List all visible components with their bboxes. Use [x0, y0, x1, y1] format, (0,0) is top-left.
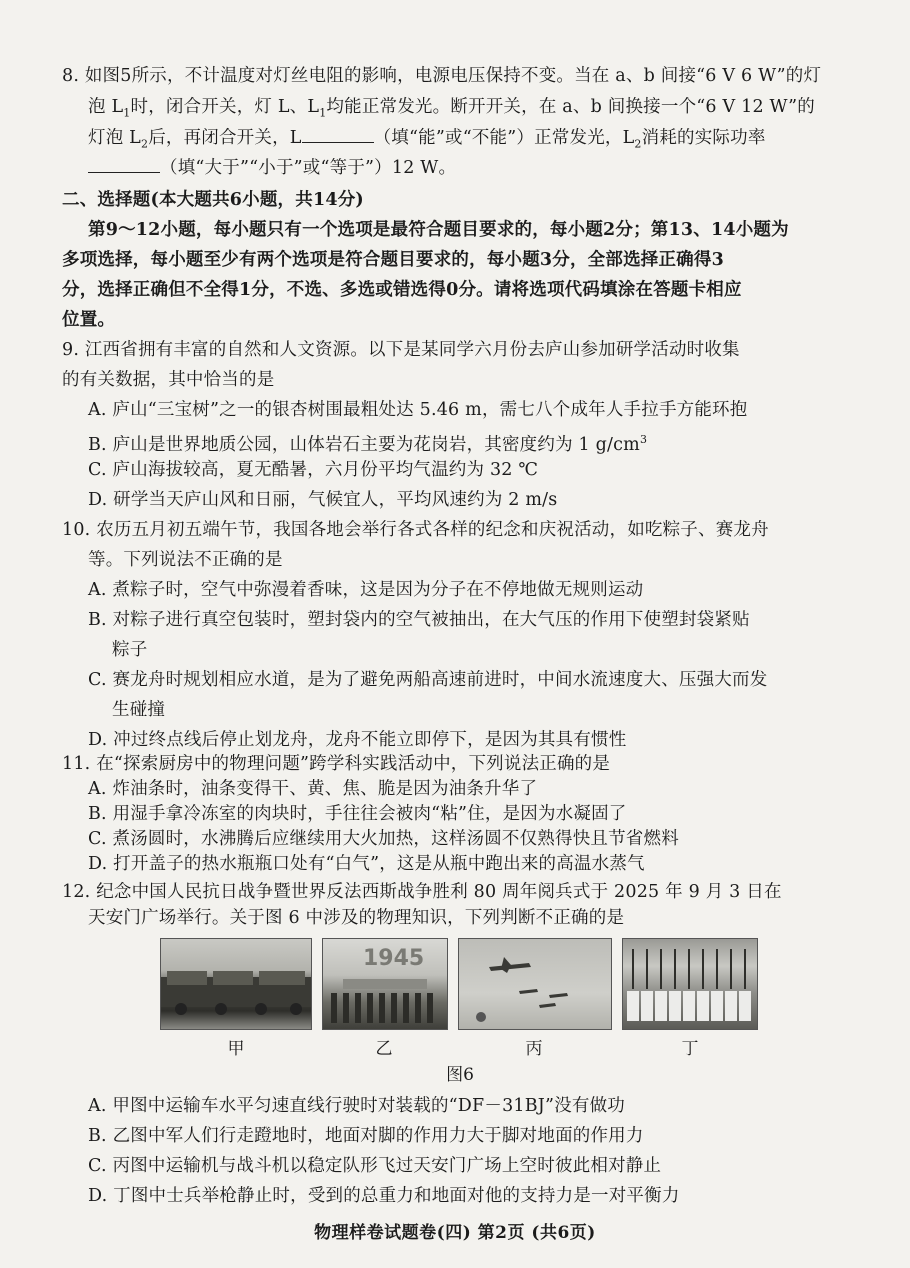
q10-option-a[interactable]: A. 煮粽子时，空气中弥漫着香味，这是因为分子在不停地做无规则运动 [88, 580, 644, 600]
soldiers-image [323, 939, 447, 1029]
q10-option-d[interactable]: D. 冲过终点线后停止划龙舟，龙舟不能立即停下，是因为其具有惯性 [88, 730, 627, 750]
q9-option-b[interactable] [88, 428, 647, 457]
q8-text: （填“大于”“小于”或“等于”）12 W。 [160, 158, 457, 178]
subscript: 1 [123, 106, 131, 120]
q10-stem: 10. 农历五月初五端午节，我国各地会举行各式各样的纪念和庆祝活动，如吃粽子、赛龙舟 [62, 520, 769, 540]
section-title: 二、选择题(本大题共6小题，共14分) [62, 190, 364, 210]
q9-option-a[interactable]: A. 庐山“三宝树”之一的银杏树围最粗处达 5.46 m，需七八个成年人手拉手方能环抱 [88, 400, 748, 420]
section-instruction: 位置。 [62, 310, 116, 330]
q10-option-c[interactable]: C. 赛龙舟时规划相应水道，是为了避免两船高速前进时，中间水流速度大、压强大而发 [88, 670, 768, 690]
answer-blank[interactable] [88, 156, 160, 173]
q8-line-3 [88, 126, 766, 157]
q12-stem: 12. 纪念中国人民抗日战争暨世界反法西斯战争胜利 80 周年阅兵式于 2025 年 9 月 3 日在 [62, 882, 782, 902]
q11-option-a[interactable]: A. 炸油条时，油条变得干、黄、焦、脆是因为油条升华了 [88, 779, 538, 799]
q10-option-c-cont: 生碰撞 [112, 700, 166, 720]
superscript: 3 [639, 433, 648, 446]
truck-image [161, 939, 311, 1029]
aircraft-image [459, 939, 611, 1029]
photo-jia [160, 938, 312, 1030]
q8-line-4 [88, 156, 456, 180]
q11-option-d[interactable]: D. 打开盖子的热水瓶瓶口处有“白气”，这是从瓶中跑出来的高温水蒸气 [88, 854, 645, 874]
section-instruction: 第9～12小题，每小题只有一个选项是最符合题目要求的，每小题2分；第13、14小题为 [88, 220, 789, 240]
option-text: B. 庐山是世界地质公园，山体岩石主要为花岗岩，其密度约为 1 g/cm [88, 434, 640, 455]
q8-line-1: 8. 如图5所示，不计温度对灯丝电阻的影响，电源电压保持不变。当在 a、b 间接“6 V 6 W”的灯 [62, 66, 822, 86]
fig-label-bing: 丙 [525, 1039, 543, 1059]
subscript: 1 [319, 106, 327, 120]
page-footer: 物理样卷试题卷(四) 第2页 (共6页) [314, 1223, 596, 1243]
q9-stem: 的有关数据，其中恰当的是 [62, 370, 275, 390]
q8-text: 时，闭合开关，灯 L、L [130, 97, 320, 117]
q8-text: 消耗的实际功率 [641, 128, 766, 148]
q12-option-a[interactable]: A. 甲图中运输车水平匀速直线行驶时对装载的“DF－31BJ”没有做功 [88, 1096, 625, 1116]
photo-bing [458, 938, 612, 1030]
q10-stem: 等。下列说法不正确的是 [88, 550, 283, 570]
q9-stem: 9. 江西省拥有丰富的自然和人文资源。以下是某同学六月份去庐山参加研学活动时收集 [62, 340, 740, 360]
q12-option-d[interactable]: D. 丁图中士兵举枪静止时，受到的总重力和地面对他的支持力是一对平衡力 [88, 1186, 680, 1206]
q11-option-c[interactable]: C. 煮汤圆时，水沸腾后应继续用大火加热，这样汤圆不仅熟得快且节省燃料 [88, 829, 679, 849]
q12-option-c[interactable]: C. 丙图中运输机与战斗机以稳定队形飞过天安门广场上空时彼此相对静止 [88, 1156, 662, 1176]
photo-yi [322, 938, 448, 1030]
subscript: 2 [140, 137, 149, 151]
figure-caption: 图6 [446, 1065, 474, 1085]
fig-label-yi: 乙 [375, 1039, 393, 1059]
q9-option-d[interactable]: D. 研学当天庐山风和日丽，气候宜人，平均风速约为 2 m/s [88, 490, 558, 510]
fig-label-jia: 甲 [227, 1039, 245, 1059]
q8-text: （填“能”或“不能”）正常发光，L [373, 128, 635, 148]
subscript: 2 [634, 137, 642, 151]
q8-text: 泡 L [88, 97, 124, 117]
q10-option-b[interactable]: B. 对粽子进行真空包装时，塑封袋内的空气被抽出，在大气压的作用下使塑封袋紧贴 [88, 610, 750, 630]
photo-ding [622, 938, 758, 1030]
section-instruction: 多项选择，每小题至少有两个选项是符合题目要求的，每小题3分，全部选择正确得3 [62, 250, 724, 270]
section-instruction: 分，选择正确但不全得1分，不选、多选或错选得0分。请将选项代码填涂在答题卡相应 [62, 280, 742, 300]
fig-label-ding: 丁 [681, 1039, 699, 1059]
fig-year-text: 1945 [363, 946, 425, 971]
q12-stem-line-2: 天安门广场举行。关于图 6 中涉及的物理知识，下列判断不正确的是 [88, 908, 625, 928]
q12-option-b[interactable]: B. 乙图中军人们行走蹬地时，地面对脚的作用力大于脚对地面的作用力 [88, 1126, 644, 1146]
q10-option-b-cont: 粽子 [112, 640, 148, 660]
q8-line-2 [88, 95, 815, 126]
q9-option-c[interactable]: C. 庐山海拔较高，夏无酷暑，六月份平均气温约为 32 ℃ [88, 460, 539, 480]
q11-stem: 11. 在“探索厨房中的物理问题”跨学科实践活动中，下列说法正确的是 [62, 754, 611, 774]
q8-text: 后，再闭合开关，L [148, 128, 302, 148]
q8-text: 灯泡 L [88, 128, 141, 148]
soldiers-rifles-image [623, 939, 757, 1029]
answer-blank[interactable] [302, 126, 374, 143]
q11-option-b[interactable]: B. 用湿手拿冷冻室的肉块时，手往往会被肉“粘”住，是因为水凝固了 [88, 804, 627, 824]
q8-text: 均能正常发光。断开开关，在 a、b 间换接一个“6 V 12 W”的 [326, 97, 815, 117]
